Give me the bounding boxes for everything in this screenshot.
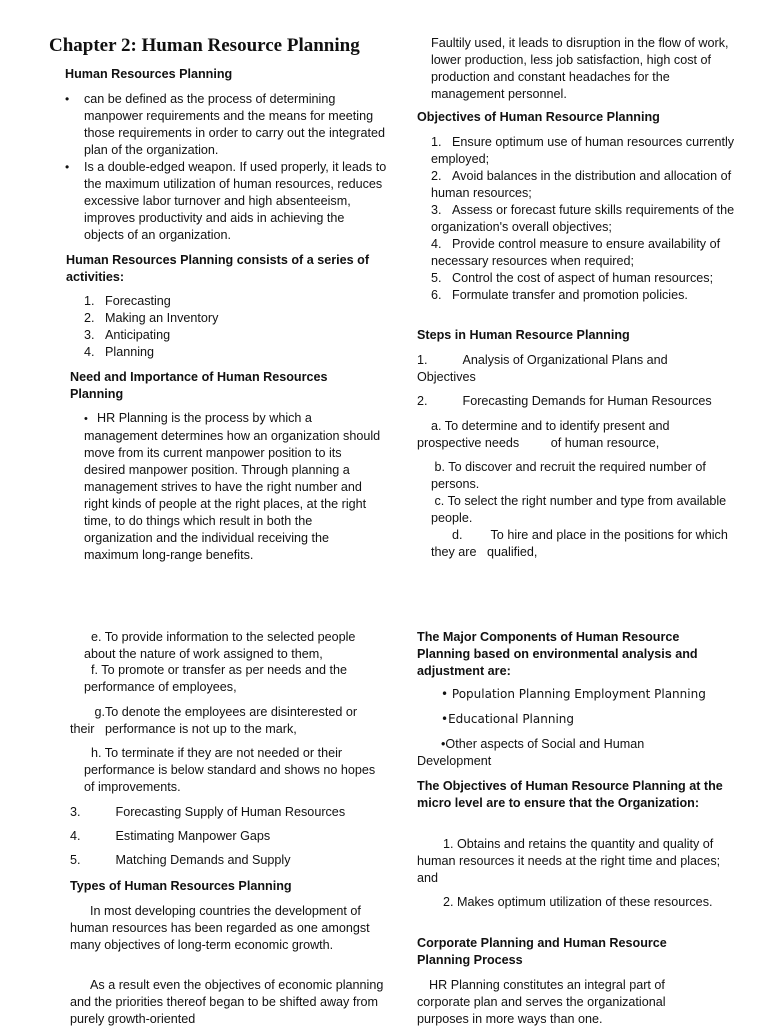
types-paragraph-1: In most developing countries the development of human resources has been regarded as one amongst many objectives of long-term economic growth. xyxy=(70,904,370,952)
micro-objective-1: 1. Obtains and retains the quantity and quality of human resources it needs at the right time and places; and xyxy=(417,837,721,885)
list-item: 5. Control the cost of aspect of human resources; xyxy=(431,271,714,285)
list-item: 3. Anticipating xyxy=(84,328,171,342)
micro-objective-2: 2. Makes optimum utilization of these resources. xyxy=(443,895,713,909)
sub-step-b: b. To discover and recruit the required number of persons. xyxy=(431,460,706,491)
list-item: • can be defined as the process of determining manpower requirements and the means for meeting those requirements in order to carry out the integrated plan of the organization. xyxy=(65,91,387,159)
list-item: 3. Assess or forecast future skills requirements of the organization's overall objectives; xyxy=(431,203,735,234)
corporate-heading: Corporate Planning and Human Resource Planning Process xyxy=(417,936,667,967)
objectives-heading: Objectives of Human Resource Planning xyxy=(417,110,660,124)
component-item: •Educational Planning xyxy=(441,712,575,726)
sub-step-e: e. To provide information to the selected people about the nature of work assigned to them, xyxy=(84,630,356,661)
components-heading: The Major Components of Human Resource Planning based on environmental analysis and adjustment are: xyxy=(417,630,698,678)
list-item: 6. Formulate transfer and promotion policies. xyxy=(431,288,688,302)
steps-heading: Steps in Human Resource Planning xyxy=(417,328,630,342)
section-heading-hrp: Human Resources Planning xyxy=(65,67,233,81)
component-item: • Population Planning Employment Planning xyxy=(441,687,706,701)
list-item: 4. Planning xyxy=(84,345,155,359)
list-item: 1. Forecasting xyxy=(84,294,171,308)
list-item: 1. Ensure optimum use of human resources currently employed; xyxy=(431,135,735,166)
sub-step-g: g.To denote the employees are disinterested or their performance is not up to the mark, xyxy=(70,705,358,736)
sub-step-c: c. To select the right number and type from available people. xyxy=(431,494,727,525)
hrp-bullet-list xyxy=(65,91,387,244)
continuation-paragraph: Faultily used, it leads to disruption in the flow of work, lower production, less job satisfaction, high cost of production and constant headaches for the management personnel. xyxy=(431,36,729,101)
need-paragraph: • HR Planning is the process by which a management determines how an organization should move from its current manpower position to its desired manpower position. Through planning a management strives to have the right number and right kinds of people at the right places, at the right time, to do things which result in both the organization and the individual receiving the maximum long-range benefits. xyxy=(84,411,381,562)
list-item: 2. Avoid balances in the distribution and allocation of human resources; xyxy=(431,169,732,200)
component-item: •Other aspects of Social and Human Development xyxy=(417,737,645,768)
step-2: 2. Forecasting Demands for Human Resources xyxy=(417,394,712,408)
activities-list xyxy=(84,293,384,361)
types-paragraph-2: As a result even the objectives of economic planning and the priorities thereof began to be shifted away from purely growth-oriented xyxy=(70,978,384,1026)
list-item: 4. Provide control measure to ensure availability of necessary resources when required; xyxy=(431,237,721,268)
sub-step-h: h. To terminate if they are not needed or their performance is below standard and shows no hopes of improvements. xyxy=(84,746,376,794)
list-item: 2. Making an Inventory xyxy=(84,311,219,325)
sub-step-d: d. To hire and place in the positions for which they are qualified, xyxy=(431,528,728,559)
sub-step-f: f. To promote or transfer as per needs and the performance of employees, xyxy=(84,663,347,694)
sub-step-a: a. To determine and to identify present and prospective needs of human resource, xyxy=(417,419,670,450)
micro-heading: The Objectives of Human Resource Planning at the micro level are to ensure that the Organization: xyxy=(417,779,723,810)
step-1: 1. Analysis of Organizational Plans and Objectives xyxy=(417,353,668,384)
chapter-title: Chapter 2: Human Resource Planning xyxy=(49,35,360,56)
step-5: 5. Matching Demands and Supply xyxy=(70,853,291,867)
types-heading: Types of Human Resources Planning xyxy=(70,879,292,893)
objectives-list xyxy=(431,134,737,304)
step-4: 4. Estimating Manpower Gaps xyxy=(70,829,271,843)
series-heading: Human Resources Planning consists of a series of activities: xyxy=(66,253,370,284)
need-heading: Need and Importance of Human Resources Planning xyxy=(70,370,328,401)
corporate-paragraph: HR Planning constitutes an integral part of corporate plan and serves the organizational purposes in more ways than one. xyxy=(417,978,666,1026)
step-3: 3. Forecasting Supply of Human Resources xyxy=(70,805,346,819)
list-item: • Is a double-edged weapon. If used properly, it leads to the maximum utilization of human resources, reduces excessive labor turnover and high absenteeism, improves productivity and aids in achieving the objects of an organization. xyxy=(65,159,387,244)
